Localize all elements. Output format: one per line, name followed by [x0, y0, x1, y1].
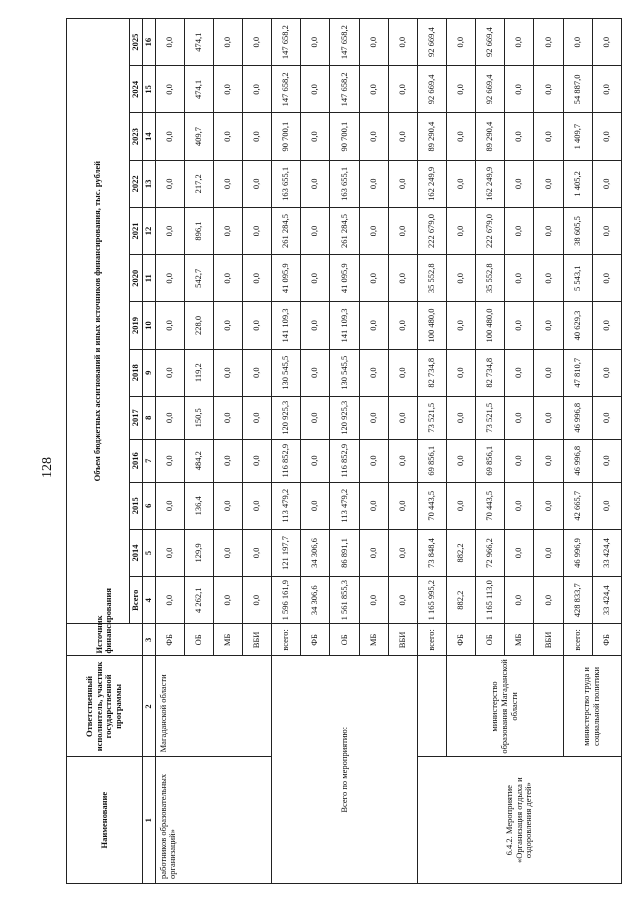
value-cell: 86 891,1: [330, 529, 359, 576]
value-cell: 82 734,8: [476, 349, 505, 396]
value-cell: 0,0: [359, 113, 388, 160]
value-cell: 82 734,8: [417, 349, 446, 396]
value-cell: 0,0: [359, 482, 388, 529]
value-cell: 100 480,0: [417, 302, 446, 349]
value-cell: 0,0: [388, 113, 417, 160]
value-cell: 90 700,1: [272, 113, 301, 160]
value-cell: 0,0: [505, 302, 534, 349]
col-number: 10: [142, 302, 155, 349]
col-number: 9: [142, 349, 155, 396]
value-cell: 0,0: [505, 529, 534, 576]
value-cell: 0,0: [213, 349, 242, 396]
value-cell: 0,0: [155, 66, 184, 113]
value-cell: 0,0: [359, 439, 388, 482]
value-cell: 0,0: [592, 255, 621, 302]
value-cell: 34 306,6: [301, 529, 330, 576]
value-cell: 0,0: [359, 160, 388, 207]
executor-cell: министерство образования Магаданской области: [446, 656, 563, 757]
value-cell: 0,0: [301, 396, 330, 439]
value-cell: 0,0: [242, 302, 271, 349]
value-cell: 0,0: [155, 577, 184, 624]
col-number: 14: [142, 113, 155, 160]
value-cell: 0,0: [446, 113, 475, 160]
value-cell: 113 479,2: [330, 482, 359, 529]
col-number: 3: [142, 624, 155, 656]
value-cell: 0,0: [388, 577, 417, 624]
value-cell: 0,0: [213, 113, 242, 160]
value-cell: 0,0: [388, 529, 417, 576]
value-cell: 42 665,7: [563, 482, 592, 529]
value-cell: 0,0: [213, 577, 242, 624]
source-cell: ВБИ: [242, 624, 271, 656]
value-cell: 0,0: [388, 349, 417, 396]
value-cell: 0,0: [213, 396, 242, 439]
value-cell: 0,0: [505, 439, 534, 482]
value-cell: 0,0: [592, 482, 621, 529]
value-cell: 0,0: [592, 207, 621, 254]
value-cell: 0,0: [301, 255, 330, 302]
value-cell: 0,0: [534, 577, 563, 624]
header-year: 2019: [130, 302, 143, 349]
value-cell: 0,0: [155, 349, 184, 396]
value-cell: 0,0: [213, 19, 242, 66]
value-cell: 1 165 113,0: [476, 577, 505, 624]
value-cell: 89 290,4: [476, 113, 505, 160]
col-number: 2: [142, 656, 155, 757]
value-cell: 5 543,1: [563, 255, 592, 302]
value-cell: 121 197,7: [272, 529, 301, 576]
value-cell: 0,0: [563, 19, 592, 66]
value-cell: 69 856,1: [476, 439, 505, 482]
col-number: 11: [142, 255, 155, 302]
value-cell: 0,0: [359, 207, 388, 254]
value-cell: 0,0: [242, 66, 271, 113]
table-row: [563, 19, 592, 884]
value-cell: 0,0: [388, 439, 417, 482]
value-cell: 0,0: [301, 349, 330, 396]
value-cell: 33 424,4: [592, 577, 621, 624]
value-cell: 0,0: [242, 160, 271, 207]
value-cell: 0,0: [242, 577, 271, 624]
value-cell: 0,0: [242, 349, 271, 396]
value-cell: 40 629,3: [563, 302, 592, 349]
table-row: [417, 19, 446, 884]
value-cell: 0,0: [155, 255, 184, 302]
header-year: 2016: [130, 439, 143, 482]
value-cell: 0,0: [242, 482, 271, 529]
value-cell: 0,0: [534, 66, 563, 113]
value-cell: 0,0: [446, 207, 475, 254]
name-cell: работников образовательных организаций»: [155, 757, 272, 884]
value-cell: 0,0: [592, 66, 621, 113]
value-cell: 47 810,7: [563, 349, 592, 396]
value-cell: 35 552,8: [417, 255, 446, 302]
value-cell: 1 165 995,2: [417, 577, 446, 624]
value-cell: 70 443,5: [476, 482, 505, 529]
col-number: 6: [142, 482, 155, 529]
value-cell: 0,0: [534, 19, 563, 66]
executor-cell: министерство труда и социальной политики: [563, 656, 622, 757]
executor-cell: [417, 656, 446, 757]
col-number: 8: [142, 396, 155, 439]
value-cell: 0,0: [301, 160, 330, 207]
col-number: 1: [142, 757, 155, 884]
value-cell: 0,0: [359, 396, 388, 439]
source-cell: ВБИ: [534, 624, 563, 656]
value-cell: 474,1: [184, 19, 213, 66]
value-cell: 141 109,3: [272, 302, 301, 349]
executor-total-cell: Всего по мероприятию:: [272, 656, 418, 884]
value-cell: 0,0: [505, 66, 534, 113]
value-cell: 147 658,2: [272, 19, 301, 66]
budget-table: [66, 18, 622, 884]
value-cell: 73 521,5: [417, 396, 446, 439]
value-cell: 0,0: [242, 19, 271, 66]
value-cell: 0,0: [446, 66, 475, 113]
header-row-numbers: [142, 19, 155, 884]
value-cell: 0,0: [534, 113, 563, 160]
value-cell: 1 405,2: [563, 160, 592, 207]
value-cell: 0,0: [592, 439, 621, 482]
value-cell: 409,7: [184, 113, 213, 160]
source-cell: ФБ: [301, 624, 330, 656]
value-cell: 129,9: [184, 529, 213, 576]
col-number: 15: [142, 66, 155, 113]
source-cell: всего:: [563, 624, 592, 656]
header-executor: Ответственный исполнитель, участник государственной программы: [67, 656, 143, 757]
value-cell: 33 424,4: [592, 529, 621, 576]
source-cell: МБ: [213, 624, 242, 656]
value-cell: 73 848,4: [417, 529, 446, 576]
header-total: Всего: [130, 577, 143, 624]
value-cell: 0,0: [534, 439, 563, 482]
col-number: 4: [142, 577, 155, 624]
value-cell: 113 479,2: [272, 482, 301, 529]
value-cell: 92 669,4: [417, 19, 446, 66]
value-cell: 100 480,0: [476, 302, 505, 349]
value-cell: 474,1: [184, 66, 213, 113]
value-cell: 0,0: [388, 482, 417, 529]
value-cell: 882,2: [446, 577, 475, 624]
value-cell: 0,0: [446, 160, 475, 207]
source-cell: ВБИ: [388, 624, 417, 656]
value-cell: 0,0: [505, 255, 534, 302]
rotated-page: [66, 18, 622, 884]
value-cell: 0,0: [534, 255, 563, 302]
value-cell: 41 095,9: [330, 255, 359, 302]
value-cell: 0,0: [213, 439, 242, 482]
value-cell: 0,0: [359, 255, 388, 302]
value-cell: 0,0: [505, 19, 534, 66]
value-cell: 0,0: [301, 66, 330, 113]
value-cell: 38 605,5: [563, 207, 592, 254]
value-cell: 0,0: [388, 302, 417, 349]
value-cell: 0,0: [359, 577, 388, 624]
value-cell: 0,0: [242, 207, 271, 254]
value-cell: 116 852,9: [272, 439, 301, 482]
value-cell: 89 290,4: [417, 113, 446, 160]
value-cell: 0,0: [388, 207, 417, 254]
source-cell: всего:: [417, 624, 446, 656]
value-cell: 147 658,2: [272, 66, 301, 113]
value-cell: 0,0: [446, 255, 475, 302]
value-cell: 116 852,9: [330, 439, 359, 482]
value-cell: 0,0: [534, 529, 563, 576]
value-cell: 0,0: [446, 396, 475, 439]
table-row: [446, 19, 475, 884]
value-cell: 35 552,8: [476, 255, 505, 302]
value-cell: 0,0: [301, 482, 330, 529]
value-cell: 0,0: [592, 396, 621, 439]
value-cell: 0,0: [213, 482, 242, 529]
value-cell: 222 679,0: [417, 207, 446, 254]
value-cell: 222 679,0: [476, 207, 505, 254]
col-number: 12: [142, 207, 155, 254]
header-year: 2023: [130, 113, 143, 160]
value-cell: 69 856,1: [417, 439, 446, 482]
value-cell: 0,0: [388, 396, 417, 439]
table-body: [155, 19, 621, 884]
source-cell: ФБ: [155, 624, 184, 656]
value-cell: 0,0: [446, 482, 475, 529]
value-cell: 0,0: [242, 529, 271, 576]
value-cell: 484,2: [184, 439, 213, 482]
value-cell: 0,0: [505, 482, 534, 529]
source-cell: ФБ: [592, 624, 621, 656]
value-cell: 0,0: [301, 113, 330, 160]
header-name: Наименование: [67, 757, 143, 884]
value-cell: 0,0: [388, 19, 417, 66]
value-cell: 0,0: [301, 207, 330, 254]
value-cell: 0,0: [155, 302, 184, 349]
source-cell: МБ: [359, 624, 388, 656]
value-cell: 0,0: [155, 160, 184, 207]
value-cell: 0,0: [505, 577, 534, 624]
value-cell: 0,0: [155, 482, 184, 529]
value-cell: 0,0: [155, 396, 184, 439]
value-cell: 0,0: [446, 439, 475, 482]
value-cell: 34 306,6: [301, 577, 330, 624]
name-cell: 6.4.2. Мероприятие «Организация отдыха и оздоровления детей»: [417, 757, 621, 884]
value-cell: 0,0: [359, 19, 388, 66]
value-cell: 136,4: [184, 482, 213, 529]
value-cell: 120 925,3: [272, 396, 301, 439]
value-cell: 217,2: [184, 160, 213, 207]
value-cell: 147 658,2: [330, 66, 359, 113]
value-cell: 0,0: [388, 255, 417, 302]
value-cell: 0,0: [446, 19, 475, 66]
value-cell: 0,0: [155, 19, 184, 66]
value-cell: 0,0: [155, 529, 184, 576]
value-cell: 0,0: [301, 439, 330, 482]
value-cell: 0,0: [534, 482, 563, 529]
header-year: 2017: [130, 396, 143, 439]
value-cell: 0,0: [155, 113, 184, 160]
value-cell: 1 596 161,9: [272, 577, 301, 624]
value-cell: 0,0: [242, 113, 271, 160]
value-cell: 0,0: [388, 66, 417, 113]
value-cell: 0,0: [242, 439, 271, 482]
value-cell: 0,0: [213, 207, 242, 254]
value-cell: 41 095,9: [272, 255, 301, 302]
value-cell: 120 925,3: [330, 396, 359, 439]
value-cell: 141 109,3: [330, 302, 359, 349]
value-cell: 0,0: [592, 113, 621, 160]
header-volume: Объем бюджетных ассигнований и иных источников финансирования, тыс. рублей: [67, 19, 130, 624]
col-number: 5: [142, 529, 155, 576]
value-cell: 46 996,8: [563, 439, 592, 482]
value-cell: 46 996,8: [563, 396, 592, 439]
value-cell: 0,0: [534, 160, 563, 207]
value-cell: 0,0: [592, 19, 621, 66]
table-wrapper: [66, 18, 622, 884]
value-cell: 70 443,5: [417, 482, 446, 529]
executor-cell: Магаданской области: [155, 656, 272, 757]
header-year: 2015: [130, 482, 143, 529]
header-year: 2025: [130, 19, 143, 66]
value-cell: 0,0: [213, 302, 242, 349]
header-year: 2021: [130, 207, 143, 254]
value-cell: 90 700,1: [330, 113, 359, 160]
col-number: 7: [142, 439, 155, 482]
value-cell: 0,0: [505, 396, 534, 439]
value-cell: 1 561 855,3: [330, 577, 359, 624]
value-cell: 92 669,4: [476, 66, 505, 113]
value-cell: 261 284,5: [272, 207, 301, 254]
header-row-1: [67, 19, 130, 884]
value-cell: 163 655,1: [272, 160, 301, 207]
value-cell: 72 966,2: [476, 529, 505, 576]
source-cell: ОБ: [476, 624, 505, 656]
header-year: 2024: [130, 66, 143, 113]
value-cell: 0,0: [359, 349, 388, 396]
value-cell: 228,0: [184, 302, 213, 349]
value-cell: 0,0: [534, 302, 563, 349]
value-cell: 0,0: [213, 255, 242, 302]
header-year: 2018: [130, 349, 143, 396]
value-cell: 54 887,0: [563, 66, 592, 113]
value-cell: 428 833,7: [563, 577, 592, 624]
value-cell: 0,0: [505, 113, 534, 160]
source-cell: ФБ: [446, 624, 475, 656]
value-cell: 0,0: [505, 207, 534, 254]
value-cell: 0,0: [359, 529, 388, 576]
col-number: 13: [142, 160, 155, 207]
value-cell: 46 996,9: [563, 529, 592, 576]
value-cell: 130 545,5: [330, 349, 359, 396]
table-row: [272, 19, 301, 884]
value-cell: 1 409,7: [563, 113, 592, 160]
value-cell: 0,0: [301, 302, 330, 349]
value-cell: 0,0: [534, 349, 563, 396]
value-cell: 0,0: [359, 302, 388, 349]
value-cell: 0,0: [388, 160, 417, 207]
value-cell: 0,0: [242, 396, 271, 439]
value-cell: 73 521,5: [476, 396, 505, 439]
value-cell: 130 545,5: [272, 349, 301, 396]
col-number: 16: [142, 19, 155, 66]
value-cell: 0,0: [534, 396, 563, 439]
value-cell: 162 249,9: [476, 160, 505, 207]
source-cell: всего:: [272, 624, 301, 656]
value-cell: 0,0: [213, 160, 242, 207]
value-cell: 119,2: [184, 349, 213, 396]
source-cell: МБ: [505, 624, 534, 656]
value-cell: 162 249,9: [417, 160, 446, 207]
value-cell: 163 655,1: [330, 160, 359, 207]
value-cell: 0,0: [534, 207, 563, 254]
value-cell: 0,0: [446, 302, 475, 349]
value-cell: 896,1: [184, 207, 213, 254]
value-cell: 542,7: [184, 255, 213, 302]
value-cell: 0,0: [301, 19, 330, 66]
value-cell: 150,5: [184, 396, 213, 439]
page-number: 128: [40, 457, 55, 478]
header-year: 2014: [130, 529, 143, 576]
value-cell: 4 262,1: [184, 577, 213, 624]
header-year: 2020: [130, 255, 143, 302]
table-row: [155, 19, 184, 884]
value-cell: 0,0: [505, 349, 534, 396]
value-cell: 0,0: [359, 66, 388, 113]
value-cell: 0,0: [592, 302, 621, 349]
value-cell: 0,0: [213, 66, 242, 113]
value-cell: 92 669,4: [476, 19, 505, 66]
header-year: 2022: [130, 160, 143, 207]
value-cell: 0,0: [592, 349, 621, 396]
source-cell: ОБ: [330, 624, 359, 656]
value-cell: 882,2: [446, 529, 475, 576]
value-cell: 0,0: [505, 160, 534, 207]
value-cell: 261 284,5: [330, 207, 359, 254]
header-source: Источник финансирования: [67, 624, 143, 656]
value-cell: 0,0: [592, 160, 621, 207]
value-cell: 0,0: [242, 255, 271, 302]
value-cell: 0,0: [155, 207, 184, 254]
value-cell: 0,0: [213, 529, 242, 576]
value-cell: 92 669,4: [417, 66, 446, 113]
value-cell: 147 658,2: [330, 19, 359, 66]
value-cell: 0,0: [446, 349, 475, 396]
value-cell: 0,0: [155, 439, 184, 482]
source-cell: ОБ: [184, 624, 213, 656]
